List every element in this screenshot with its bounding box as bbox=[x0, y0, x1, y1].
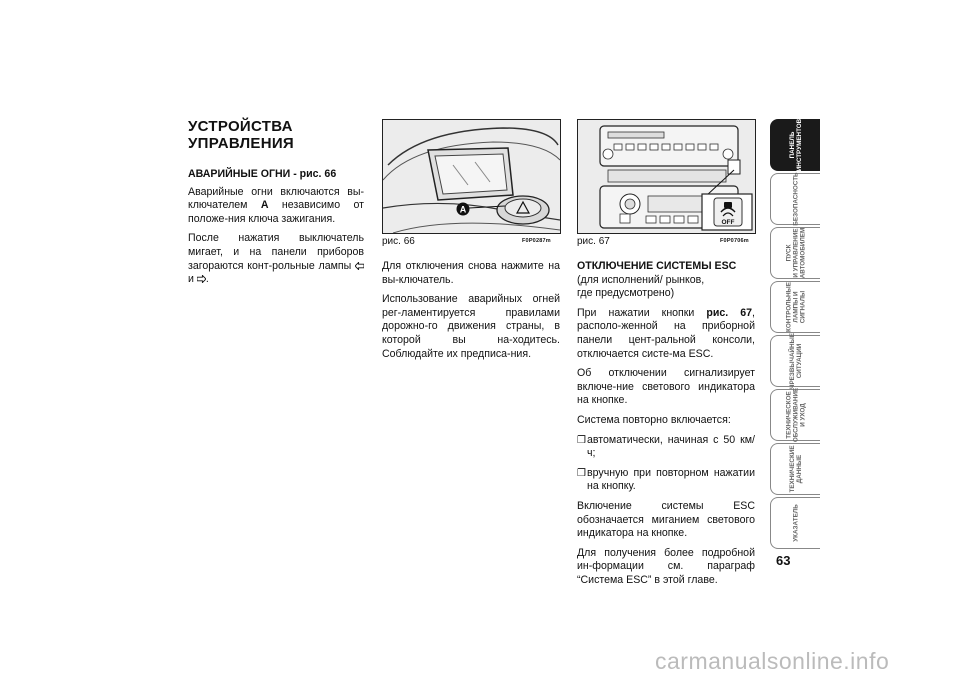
esc-paragraph-5: Для получения более подробной ин-формации см. параграф “Система ESC” в этой главе. bbox=[577, 546, 755, 586]
esc-heading: ОТКЛЮЧЕНИЕ СИСТЕМЫ ESC bbox=[577, 260, 737, 272]
esc-paragraph-2: Об отключении сигнализирует включе-ние светового индикатора на кнопке. bbox=[577, 367, 755, 407]
center-console-illustration bbox=[578, 120, 755, 233]
column-1 bbox=[188, 118, 364, 293]
tab-technical-data[interactable]: ТЕХНИЧЕСКИЕ ДАННЫЕ bbox=[770, 443, 820, 495]
right-turn-indicator-icon bbox=[197, 275, 206, 283]
hazard-switch-illustration bbox=[383, 120, 560, 233]
tab-maintenance[interactable]: ТЕХНИЧЕСКОЕ ОБСЛУЖИВАНИЕ И УХОД bbox=[770, 389, 820, 441]
page-title: УСТРОЙСТВА УПРАВЛЕНИЯ bbox=[188, 118, 295, 152]
svg-text:OFF: OFF bbox=[721, 219, 735, 226]
tab-index[interactable]: УКАЗАТЕЛЬ bbox=[770, 497, 820, 549]
esc-paragraph-1: При нажатии кнопки рис. 67, располо-женной на приборной панели цент-ральной консоли, отключается систе-ма ESC. bbox=[577, 306, 755, 360]
hazard-rules-paragraph: Использование аварийных огней рег-ламентируется правилами дорожно-го движения страны, в которой вы на-ходитесь. Соблюдайте их предписа-ния. bbox=[382, 293, 560, 360]
svg-text:A: A bbox=[459, 204, 467, 215]
bullet-box-icon: ❒ bbox=[577, 434, 586, 446]
esc-bullet-2: ❒ вручную при повторном нажатии на кнопку. bbox=[577, 466, 755, 493]
figure-67-code: F0P0706m bbox=[720, 238, 749, 244]
bullet-box-icon: ❒ bbox=[577, 467, 586, 479]
esc-subheading: (для исполнений/ рынков, где предусмотрено) bbox=[577, 273, 705, 300]
tab-starting-driving[interactable]: ПУСК И УПРАВЛЕНИЕ АВТОМОБИЛЕМ bbox=[770, 227, 820, 279]
hazard-paragraph-1: Аварийные огни включаются вы-ключателем A независимо от положе-ния ключа зажигания. bbox=[188, 185, 365, 225]
column-2 bbox=[382, 260, 560, 367]
page-number: 63 bbox=[776, 553, 791, 568]
tab-instrument-panel[interactable]: ПАНЕЛЬ ИНСТРУМЕНТОВ bbox=[770, 119, 820, 171]
esc-paragraph-4: Включение системы ESC обозначается миганием светового индикатора на кнопке. bbox=[577, 499, 755, 540]
figure-66-code: F0P0287m bbox=[522, 238, 551, 244]
tab-safety[interactable]: БЕЗОПАСНОСТЬ bbox=[770, 173, 820, 225]
tab-emergency[interactable]: ЧРЕЗВЫЧАЙНЫЕ СИТУАЦИИ bbox=[770, 335, 820, 387]
hazard-off-paragraph: Для отключения снова нажмите на вы-ключатель. bbox=[382, 260, 560, 286]
section-hazard-title: АВАРИЙНЫЕ ОГНИ - рис. 66 bbox=[188, 168, 337, 180]
esc-paragraph-3: Система повторно включается: bbox=[577, 413, 731, 426]
column-3 bbox=[577, 260, 755, 593]
figure-66-hazard-switch bbox=[382, 119, 561, 234]
hazard-paragraph-2: После нажатия выключатель мигает, и на панели приборов загораются конт-рольные лампы и . bbox=[188, 232, 364, 286]
watermark: carmanualsonline.info bbox=[655, 648, 890, 674]
chapter-tabs bbox=[770, 119, 820, 551]
left-turn-indicator-icon bbox=[355, 262, 364, 270]
figure-67-esc-button bbox=[577, 119, 756, 234]
figure-67-caption: рис. 67 bbox=[577, 236, 610, 247]
tab-warning-lights[interactable]: КОНТРОЛЬНЫЕ ЛАМПЫ И СИГНАЛЫ bbox=[770, 281, 820, 333]
figure-66-caption: рис. 66 bbox=[382, 236, 415, 247]
esc-bullet-1: ❒ автоматически, начиная с 50 км/ч; bbox=[577, 433, 755, 460]
